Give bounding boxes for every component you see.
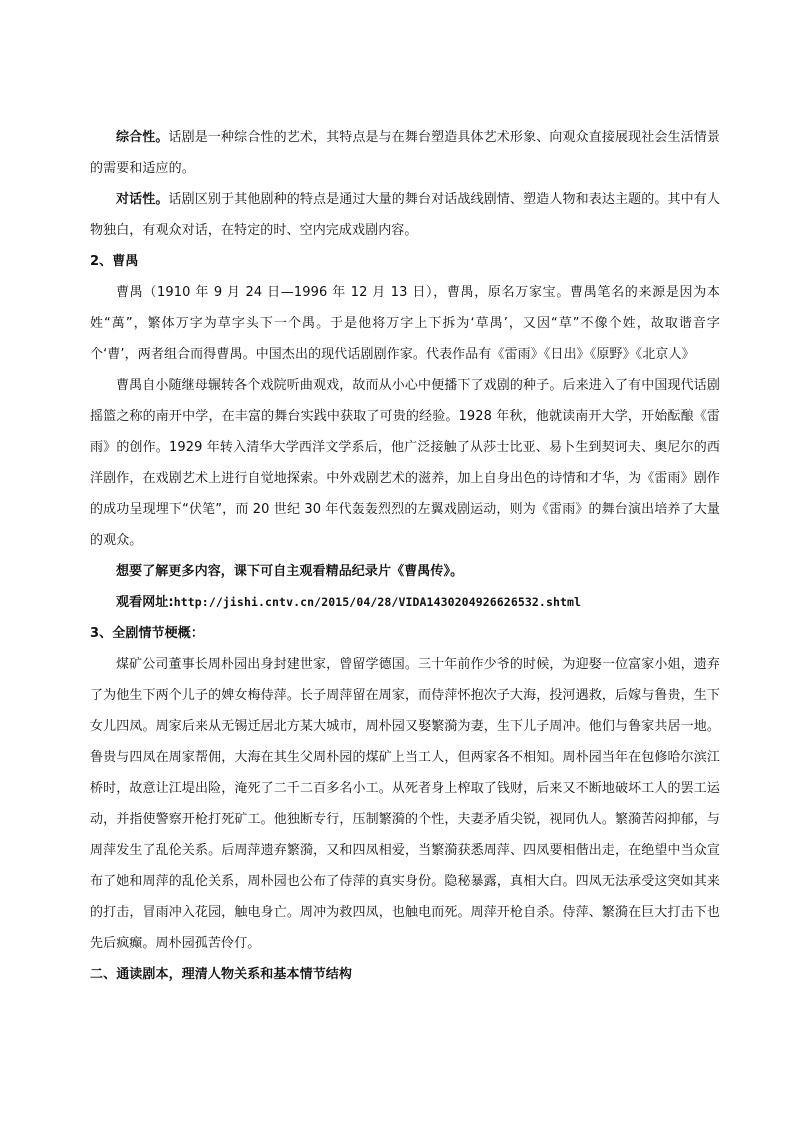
documentary-link[interactable]: http://jishi.cntv.cn/2015/04/28/VIDA1430204926626532.shtml <box>173 595 582 609</box>
heading-plot-summary: 3、全剧情节梗概： <box>90 626 204 641</box>
watch-url-line <box>90 587 720 618</box>
url-label: 观看网址: <box>116 595 174 610</box>
document-body <box>90 122 720 990</box>
term-comprehensiveness: 综合性。 <box>116 130 169 145</box>
heading-section-two: 二、通读剧本，理清人物关系和基本情节结构 <box>90 967 353 982</box>
paragraph-career: 曹禺自小随继母辗转各个戏院听曲观戏，故而从小心中便播下了戏剧的种子。后来进入了有中国现代话剧摇篮之称的南开中学，在丰富的舞台实践中获取了可贵的经验。1928 年秋，他就读南开大学，开始酝酿《雷雨》的创作。1929 年转入清华大学西洋文学系后，他广泛接触了从莎士比亚、易卜生到契诃夫、奥尼尔的西洋剧作，在戏剧艺术上进行自觉地探索。中外戏剧艺术的滋养，加上自身出色的诗情和才华，为《雷雨》剧作的成功呈现埋下“伏笔”，而 20 世纪 30 年代轰轰烈烈的左翼戏剧运动，则为《雷雨》的舞台演出培养了大量的观众。 <box>90 378 720 548</box>
paragraph-plot: 煤矿公司董事长周朴园出身封建世家，曾留学德国。三十年前作少爷的时候，为迎娶一位富家小姐，遗弃了为他生下两个儿子的婢女梅侍萍。长子周萍留在周家，而侍萍怀抱次子大海，投河遇救，后嫁与鲁贵，生下女儿四凤。周家后来从无锡迁居北方某大城市，周朴园又娶繁漪为妻，生下儿子周冲。他们与鲁家共居一地。鲁贵与四凤在周家帮佣，大海在其生父周朴园的煤矿上当工人，但两家各不相知。周朴园当年在包修哈尔滨江桥时，故意让江堤出险，淹死了二千二百多名小工。从死者身上榨取了钱财，后来又不断地破坏工人的罢工运动，并指使警察开枪打死矿工。他独断专行，压制繁漪的个性，夫妻矛盾尖锐，视同仇人。繁漪苦闷抑郁，与周萍发生了乱伦关系。后周萍遗弃繁漪，又和四凤相爱，当繁漪获悉周萍、四凤要相偕出走，在绝望中当众宣布了她和周萍的乱伦关系，周朴园也公布了侍萍的真实身份。隐秘暴露，真相大白。四凤无法承受这突如其来的打击，冒雨冲入花园，触电身亡。周冲为救四凤，也触电而死。周萍开枪自杀。侍萍、繁漪在巨大打击下也先后疯癫。周朴园孤苦伶仃。 <box>90 657 720 951</box>
heading-cao-yu: 2、曹禺 <box>90 254 139 269</box>
text-comprehensiveness: 话剧是一种综合性的艺术，其特点是与在舞台塑造具体艺术形象、向观众直接展现社会生活情景的需要和适应的。 <box>90 130 720 176</box>
paragraph-biography: 曹禺（1910 年 9 月 24 日—1996 年 12 月 13 日），曹禺，原名万家宝。曹禺笔名的来源是因为本姓“萬”，繁体万字为草字头下一个禺。于是他将万字上下拆为‘草禺’，又因“草”不像个姓，故取谐音字个‘曹’，两者组合而得曹禺。中国杰出的现代话剧剧作家。代表作品有《雷雨》《日出》《原野》《北京人》 <box>90 285 720 362</box>
paragraph-comprehensiveness <box>90 122 720 184</box>
text-dialogue: 话剧区别于其他剧种的特点是通过大量的舞台对话战线剧情、塑造人物和表达主题的。其中有人物独白，有观众对话，在特定的时、空内完成戏剧内容。 <box>90 192 720 238</box>
more-info-note: 想要了解更多内容，课下可自主观看精品纪录片《曹禺传》。 <box>116 564 464 579</box>
paragraph-dialogue <box>90 184 720 246</box>
term-dialogue: 对话性。 <box>116 192 169 207</box>
